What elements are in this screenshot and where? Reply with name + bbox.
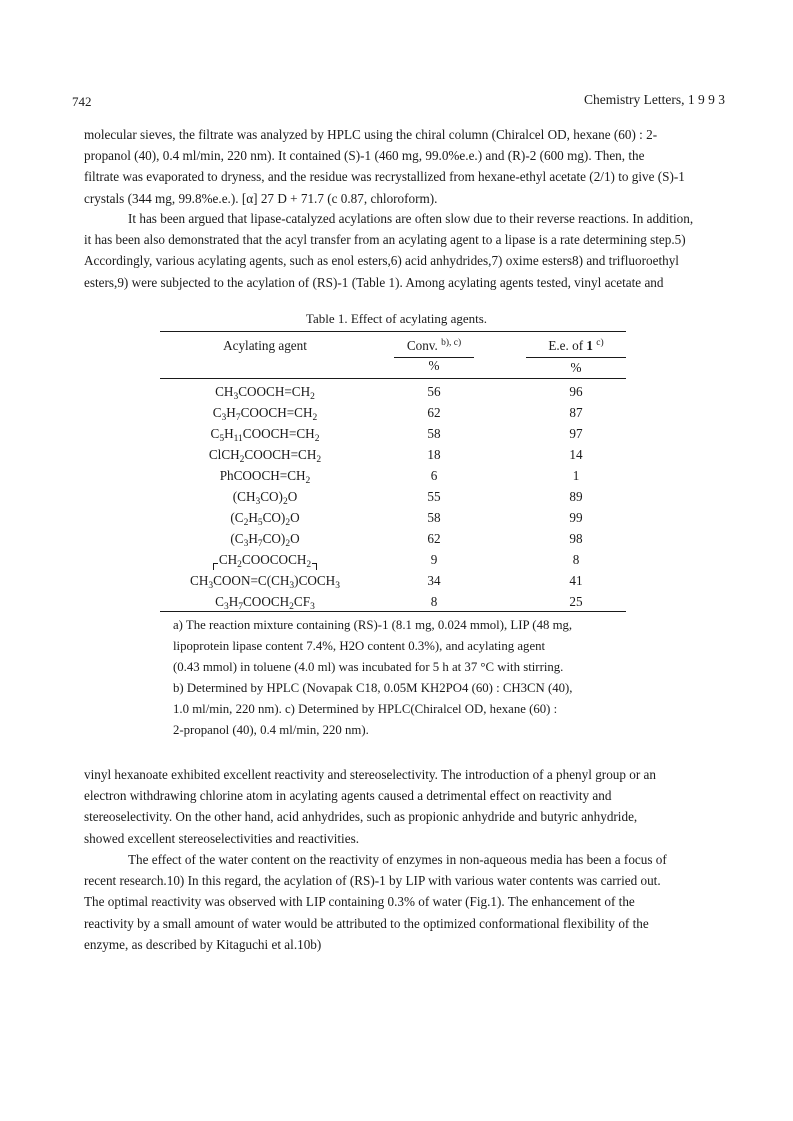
ee-unit: % bbox=[570, 360, 582, 375]
table-row-conv: 9 bbox=[430, 552, 438, 567]
table-row-ee: 98 bbox=[569, 531, 583, 546]
paragraph-1 bbox=[84, 124, 726, 209]
table-row-ee: 25 bbox=[569, 594, 583, 609]
table-row-agent: $CH_3COOCH=CH_2$ bbox=[215, 384, 315, 402]
table-row-conv: 58 bbox=[427, 426, 441, 441]
ring-bracket-right bbox=[312, 563, 317, 570]
text-line: filtrate was evaporated to dryness, and the residue was recrystallized from hexane-ethyl acetate (2/1) to give (S)-1 bbox=[84, 169, 685, 185]
text-line: it has been also demonstrated that the acyl transfer from an acylating agent to a lipase is a rate determining step.5) bbox=[84, 232, 686, 248]
text-line: reactivity by a small amount of water would be attributed to the optimized conformational flexibility of the bbox=[84, 915, 649, 931]
table-bottom-rule bbox=[160, 611, 626, 612]
text-line: The effect of the water content on the reactivity of enzymes in non-aqueous media has been a focus of bbox=[128, 852, 667, 867]
table-top-rule bbox=[160, 331, 626, 332]
text-line: esters,9) were subjected to the acylation of (RS)-1 (Table 1). Among acylating agents tested, vinyl acetate and bbox=[84, 274, 664, 290]
text-line: The optimal reactivity was observed with LIP containing 0.3% of water (Fig.1). The enhancement of the bbox=[84, 894, 635, 910]
table-caption: Table 1. Effect of acylating agents. bbox=[305, 311, 488, 326]
footnote-line: a) The reaction mixture containing (RS)-1 (8.1 mg, 0.024 mmol), LIP (48 mg, bbox=[173, 618, 573, 632]
table-row-conv: 56 bbox=[427, 384, 441, 399]
text-line: It has been argued that lipase-catalyzed acylations are often slow due to their reverse reactions. In addition, bbox=[128, 211, 694, 226]
table-row-conv: 62 bbox=[427, 405, 441, 420]
table-row-ee: 89 bbox=[569, 489, 583, 504]
table-row-ee: 87 bbox=[569, 405, 583, 420]
table-row-agent: $CH_3COON=C(CH_3)COCH_3$ bbox=[190, 573, 340, 591]
table-row-ee: 8 bbox=[572, 552, 580, 567]
table-row-ee: 1 bbox=[572, 468, 580, 483]
table-row-agent: $(C_3H_7CO)_2O$ bbox=[230, 531, 300, 549]
table-row-conv: 34 bbox=[427, 573, 441, 588]
table-row-agent: $ClCH_2COOCH=CH_2$ bbox=[208, 447, 322, 465]
journal-header: Chemistry Letters, 1 9 9 3 bbox=[584, 92, 725, 107]
table-row-ee: 99 bbox=[569, 510, 583, 525]
text-line: propanol (40), 0.4 ml/min, 220 nm). It contained (S)-1 (460 mg, 99.0%e.e.) and (R)-2 (600 mg). Then, the bbox=[84, 148, 645, 164]
text-line: vinyl hexanoate exhibited excellent reactivity and stereoselectivity. The introduction of a phenyl group or an bbox=[84, 767, 657, 782]
footnote-line: b) Determined by HPLC (Novapak C18, 0.05M KH2PO4 (60) : CH3CN (40), bbox=[173, 681, 573, 695]
table-row-agent: $(C_2H_5CO)_2O$ bbox=[230, 510, 300, 528]
table-row-ee: 14 bbox=[569, 447, 583, 462]
text-line: stereoselectivity. On the other hand, acid anhydrides, such as propionic anhydride and butyric anhydride, bbox=[84, 809, 638, 825]
table-row-conv: 6 bbox=[430, 468, 438, 483]
ring-bracket-left bbox=[213, 563, 218, 570]
paragraph-3 bbox=[84, 764, 726, 849]
table-row-agent: $C_3H_7COOCH=CH_2$ bbox=[212, 405, 318, 423]
paragraph-4 bbox=[84, 849, 726, 955]
table-row-agent: $C_3H_7COOCH_2CF_3$ bbox=[215, 594, 315, 612]
col-header-agent: Acylating agent bbox=[223, 338, 307, 353]
text-line: crystals (344 mg, 99.8%e.e.). [α] 27 D + 71.7 (c 0.87, chloroform). bbox=[84, 190, 438, 206]
footnote-line: (0.43 mmol) in toluene (4.0 ml) was incubated for 5 h at 37 °C with stirring. bbox=[173, 660, 564, 674]
table-row-agent: $CH_2COOCOCH_2$ bbox=[160, 552, 370, 570]
table-row-ee: 96 bbox=[569, 384, 583, 399]
table-row-agent: $PhCOOCH=CH_2$ bbox=[219, 468, 311, 486]
col-header-conv: Conv. $^{b), c)}$ bbox=[406, 338, 462, 353]
table-row-agent: $(CH_3CO)_2O$ bbox=[232, 489, 298, 507]
table-row-ee: 97 bbox=[569, 426, 583, 441]
table-row-agent: $C_5H_{11}COOCH=CH_2$ bbox=[210, 426, 320, 444]
footnote-line: lipoprotein lipase content 7.4%, H2O content 0.3%), and acylating agent bbox=[173, 639, 546, 653]
ee-header-rule bbox=[526, 357, 626, 358]
text-line: enzyme, as described by Kitaguchi et al.10b) bbox=[84, 936, 322, 952]
conv-unit: % bbox=[428, 358, 440, 373]
table-row-conv: 8 bbox=[430, 594, 438, 609]
text-line: recent research.10) In this regard, the acylation of (RS)-1 by LIP with various water contents was carried out. bbox=[84, 873, 661, 889]
footnote-line: 1.0 ml/min, 220 nm). c) Determined by HPLC(Chiralcel OD, hexane (60) : bbox=[173, 702, 558, 716]
paragraph-2 bbox=[84, 208, 726, 293]
text-line: Accordingly, various acylating agents, such as enol esters,6) acid anhydrides,7) oxime esters8) and trifluoroethyl bbox=[84, 253, 679, 269]
col-header-ee: E.e. of 1 $^{c)}$ bbox=[548, 338, 604, 353]
table-footnotes bbox=[173, 615, 643, 741]
footnote-line: 2-propanol (40), 0.4 ml/min, 220 nm). bbox=[173, 723, 369, 737]
table-header-rule bbox=[160, 378, 626, 379]
table-row-conv: 62 bbox=[427, 531, 441, 546]
page-number: 742 bbox=[72, 94, 92, 109]
text-line: molecular sieves, the filtrate was analyzed by HPLC using the chiral column (Chiralcel OD, hexane (60) : 2- bbox=[84, 127, 658, 142]
table-row-conv: 55 bbox=[427, 489, 441, 504]
table-row-conv: 18 bbox=[427, 447, 441, 462]
text-line: electron withdrawing chlorine atom in acylating agents caused a detrimental effect on reactivity and bbox=[84, 788, 612, 804]
text-line: showed excellent stereoselectivities and reactivities. bbox=[84, 830, 359, 846]
table-row-ee: 41 bbox=[569, 573, 583, 588]
table-row-conv: 58 bbox=[427, 510, 441, 525]
